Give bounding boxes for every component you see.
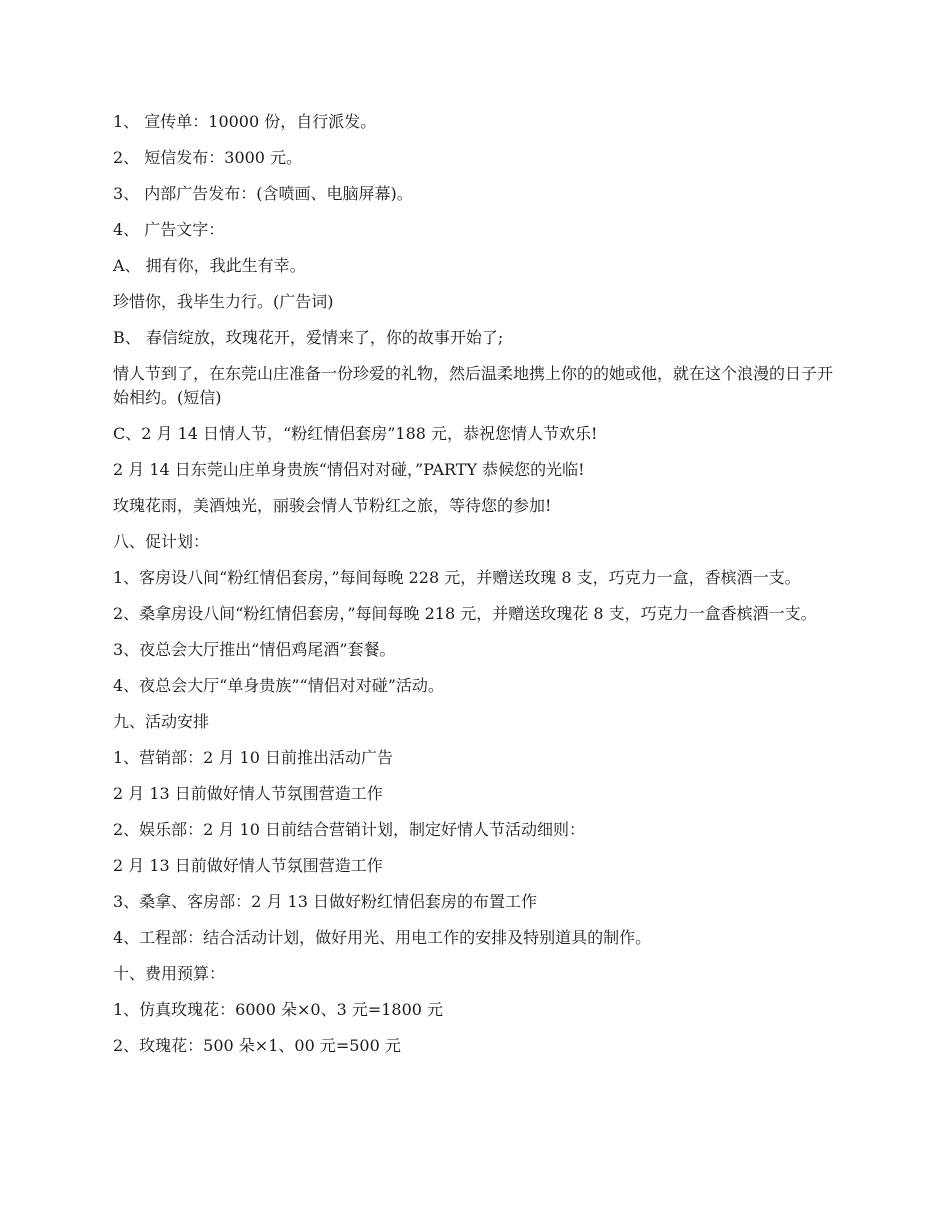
paragraph: 2、玫瑰花：500 朵×1、00 元=500 元	[113, 1036, 401, 1055]
paragraph: 2 月 14 日东莞山庄单身贵族“情侣对对碰，”PARTY 恭候您的光临!	[113, 460, 585, 479]
section-heading: 八、促计划：	[113, 532, 210, 551]
paragraph: 4、工程部：结合活动计划，做好用光、用电工作的安排及特别道具的制作。	[113, 928, 652, 947]
paragraph: 4、夜总会大厅“单身贵族”“情侣对对碰”活动。	[113, 676, 444, 695]
paragraph: 珍惜你，我毕生力行。(广告词)	[113, 292, 334, 311]
paragraph: 2、 短信发布：3000 元。	[113, 148, 303, 167]
paragraph: 玫瑰花雨，美酒烛光，丽骏会情人节粉红之旅，等待您的参加!	[113, 496, 552, 515]
section-heading: 十、费用预算：	[113, 964, 226, 983]
paragraph: 2、桑拿房设八间“粉红情侣套房，”每间每晚 218 元，并赠送玫瑰花 8 支，巧克力一盒香槟酒一支。	[113, 604, 817, 623]
paragraph: 3、桑拿、客房部：2 月 13 日做好粉红情侣套房的布置工作	[113, 892, 537, 911]
section-heading: 九、活动安排	[113, 712, 210, 731]
paragraph: C、2 月 14 日情人节，“粉红情侣套房”188 元，恭祝您情人节欢乐!	[113, 424, 598, 443]
paragraph: 1、 宣传单：10000 份，自行派发。	[113, 112, 377, 131]
paragraph: 1、仿真玫瑰花：6000 朵×0、3 元=1800 元	[113, 1000, 444, 1019]
document-body	[113, 110, 848, 1070]
paragraph: B、 春信绽放，玫瑰花开，爱情来了，你的故事开始了;	[113, 328, 504, 347]
paragraph: 2、娱乐部：2 月 10 日前结合营销计划，制定好情人节活动细则：	[113, 820, 585, 839]
paragraph: 1、客房设八间“粉红情侣套房，”每间每晚 228 元，并赠送玫瑰 8 支，巧克力一盒，香槟酒一支。	[113, 568, 801, 587]
paragraph: 4、 广告文字：	[113, 220, 225, 239]
paragraph: 1、营销部：2 月 10 日前推出活动广告	[113, 748, 393, 767]
paragraph: 3、夜总会大厅推出“情侣鸡尾酒”套餐。	[113, 640, 396, 659]
paragraph: 情人节到了，在东莞山庄准备一份珍爱的礼物，然后温柔地携上你的的她或他，就在这个浪漫的日子开始相约。(短信)	[113, 364, 834, 407]
paragraph: 2 月 13 日前做好情人节氛围营造工作	[113, 856, 383, 875]
paragraph: 3、 内部广告发布：(含喷画、电脑屏幕)。	[113, 184, 413, 203]
paragraph: 2 月 13 日前做好情人节氛围营造工作	[113, 784, 383, 803]
paragraph: A、 拥有你，我此生有幸。	[113, 256, 306, 275]
